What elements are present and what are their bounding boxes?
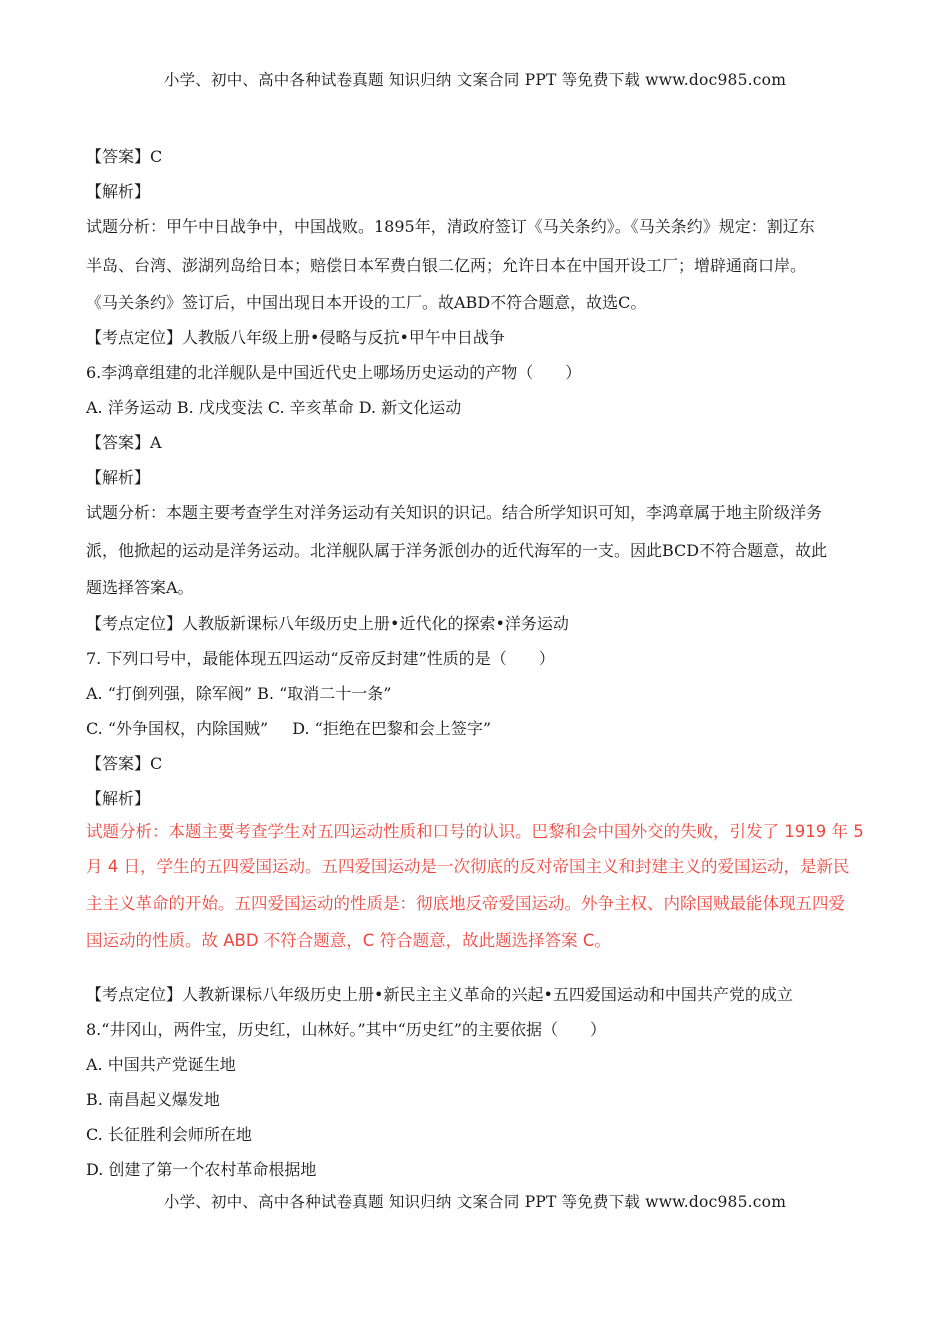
q5-kaodian: 【考点定位】人教版八年级上册•侵略与反抗•甲午中日战争 xyxy=(86,328,505,347)
q8-option-c: C. 长征胜利会师所在地 xyxy=(86,1125,252,1144)
q5-analysis-line-3: 《马关条约》签订后，中国出现日本开设的工厂。故ABD不符合题意，故选C。 xyxy=(86,293,647,312)
q6-kaodian: 【考点定位】人教版新课标八年级历史上册•近代化的探索•洋务运动 xyxy=(86,614,569,633)
q6-analysis-line-3: 题选择答案A。 xyxy=(86,578,194,597)
q7-options-line-2 xyxy=(86,719,491,739)
q5-analysis-line-1: 试题分析：甲午中日战争中，中国战败。1895年，清政府签订《马关条约》。《马关条约》规定：割辽东 xyxy=(86,217,815,236)
q8-question: 8.“井冈山，两件宝，历史红，山林好。”其中“历史红”的主要依据（ ） xyxy=(86,1020,606,1039)
q7-analysis-line-1: 试题分析：本题主要考查学生对五四运动性质和口号的认识。巴黎和会中国外交的失败，引发了 1919 年 5 xyxy=(86,822,864,841)
q6-answer: 【答案】A xyxy=(86,433,162,452)
q7-analysis-line-4: 国运动的性质。故 ABD 不符合题意，C 符合题意，故此题选择答案 C。 xyxy=(86,931,611,950)
q6-analysis-label: 【解析】 xyxy=(86,468,151,487)
page-header: 小学、初中、高中各种试卷真题 知识归纳 文案合同 PPT 等免费下载 www.doc985.com xyxy=(163,71,787,89)
q7-option-d: D. “拒绝在巴黎和会上签字” xyxy=(292,719,492,738)
q8-option-d: D. 创建了第一个农村革命根据地 xyxy=(86,1160,317,1179)
q7-options-line-1: A. “打倒列强，除军阀” B. “取消二十一条” xyxy=(86,684,392,703)
q5-answer: 【答案】C xyxy=(86,147,163,166)
q8-option-b: B. 南昌起义爆发地 xyxy=(86,1090,220,1109)
q7-analysis-line-3: 主主义革命的开始。五四爱国运动的性质是：彻底地反帝爱国运动。外争主权、内除国贼最能体现五四爱 xyxy=(86,894,845,913)
q6-analysis-line-1: 试题分析：本题主要考查学生对洋务运动有关知识的识记。结合所学知识可知，李鸿章属于地主阶级洋务 xyxy=(86,503,823,522)
q7-option-c: C. “外争国权，内除国贼” xyxy=(86,719,269,738)
q6-analysis-line-2: 派，他掀起的运动是洋务运动。北洋舰队属于洋务派创办的近代海军的一支。因此BCD不符合题意，故此 xyxy=(86,541,828,560)
q5-analysis-line-2: 半岛、台湾、澎湖列岛给日本；赔偿日本军费白银二亿两；允许日本在中国开设工厂；增辟通商口岸。 xyxy=(86,256,807,275)
q8-option-a: A. 中国共产党诞生地 xyxy=(86,1055,236,1074)
q7-answer: 【答案】C xyxy=(86,754,163,773)
q7-analysis-line-2: 月 4 日，学生的五四爱国运动。五四爱国运动是一次彻底的反对帝国主义和封建主义的爱国运动，是新民 xyxy=(86,857,850,876)
q6-options: A. 洋务运动 B. 戊戌变法 C. 辛亥革命 D. 新文化运动 xyxy=(86,398,462,417)
q7-analysis-label: 【解析】 xyxy=(86,789,151,808)
q7-kaodian: 【考点定位】人教新课标八年级历史上册•新民主主义革命的兴起•五四爱国运动和中国共产党的成立 xyxy=(86,985,793,1004)
q6-question: 6.李鸿章组建的北洋舰队是中国近代史上哪场历史运动的产物（ ） xyxy=(86,363,582,382)
q7-question: 7. 下列口号中，最能体现五四运动“反帝反封建”性质的是（ ） xyxy=(86,649,555,668)
q5-analysis-label: 【解析】 xyxy=(86,182,151,201)
page-footer: 小学、初中、高中各种试卷真题 知识归纳 文案合同 PPT 等免费下载 www.doc985.com xyxy=(163,1193,787,1211)
